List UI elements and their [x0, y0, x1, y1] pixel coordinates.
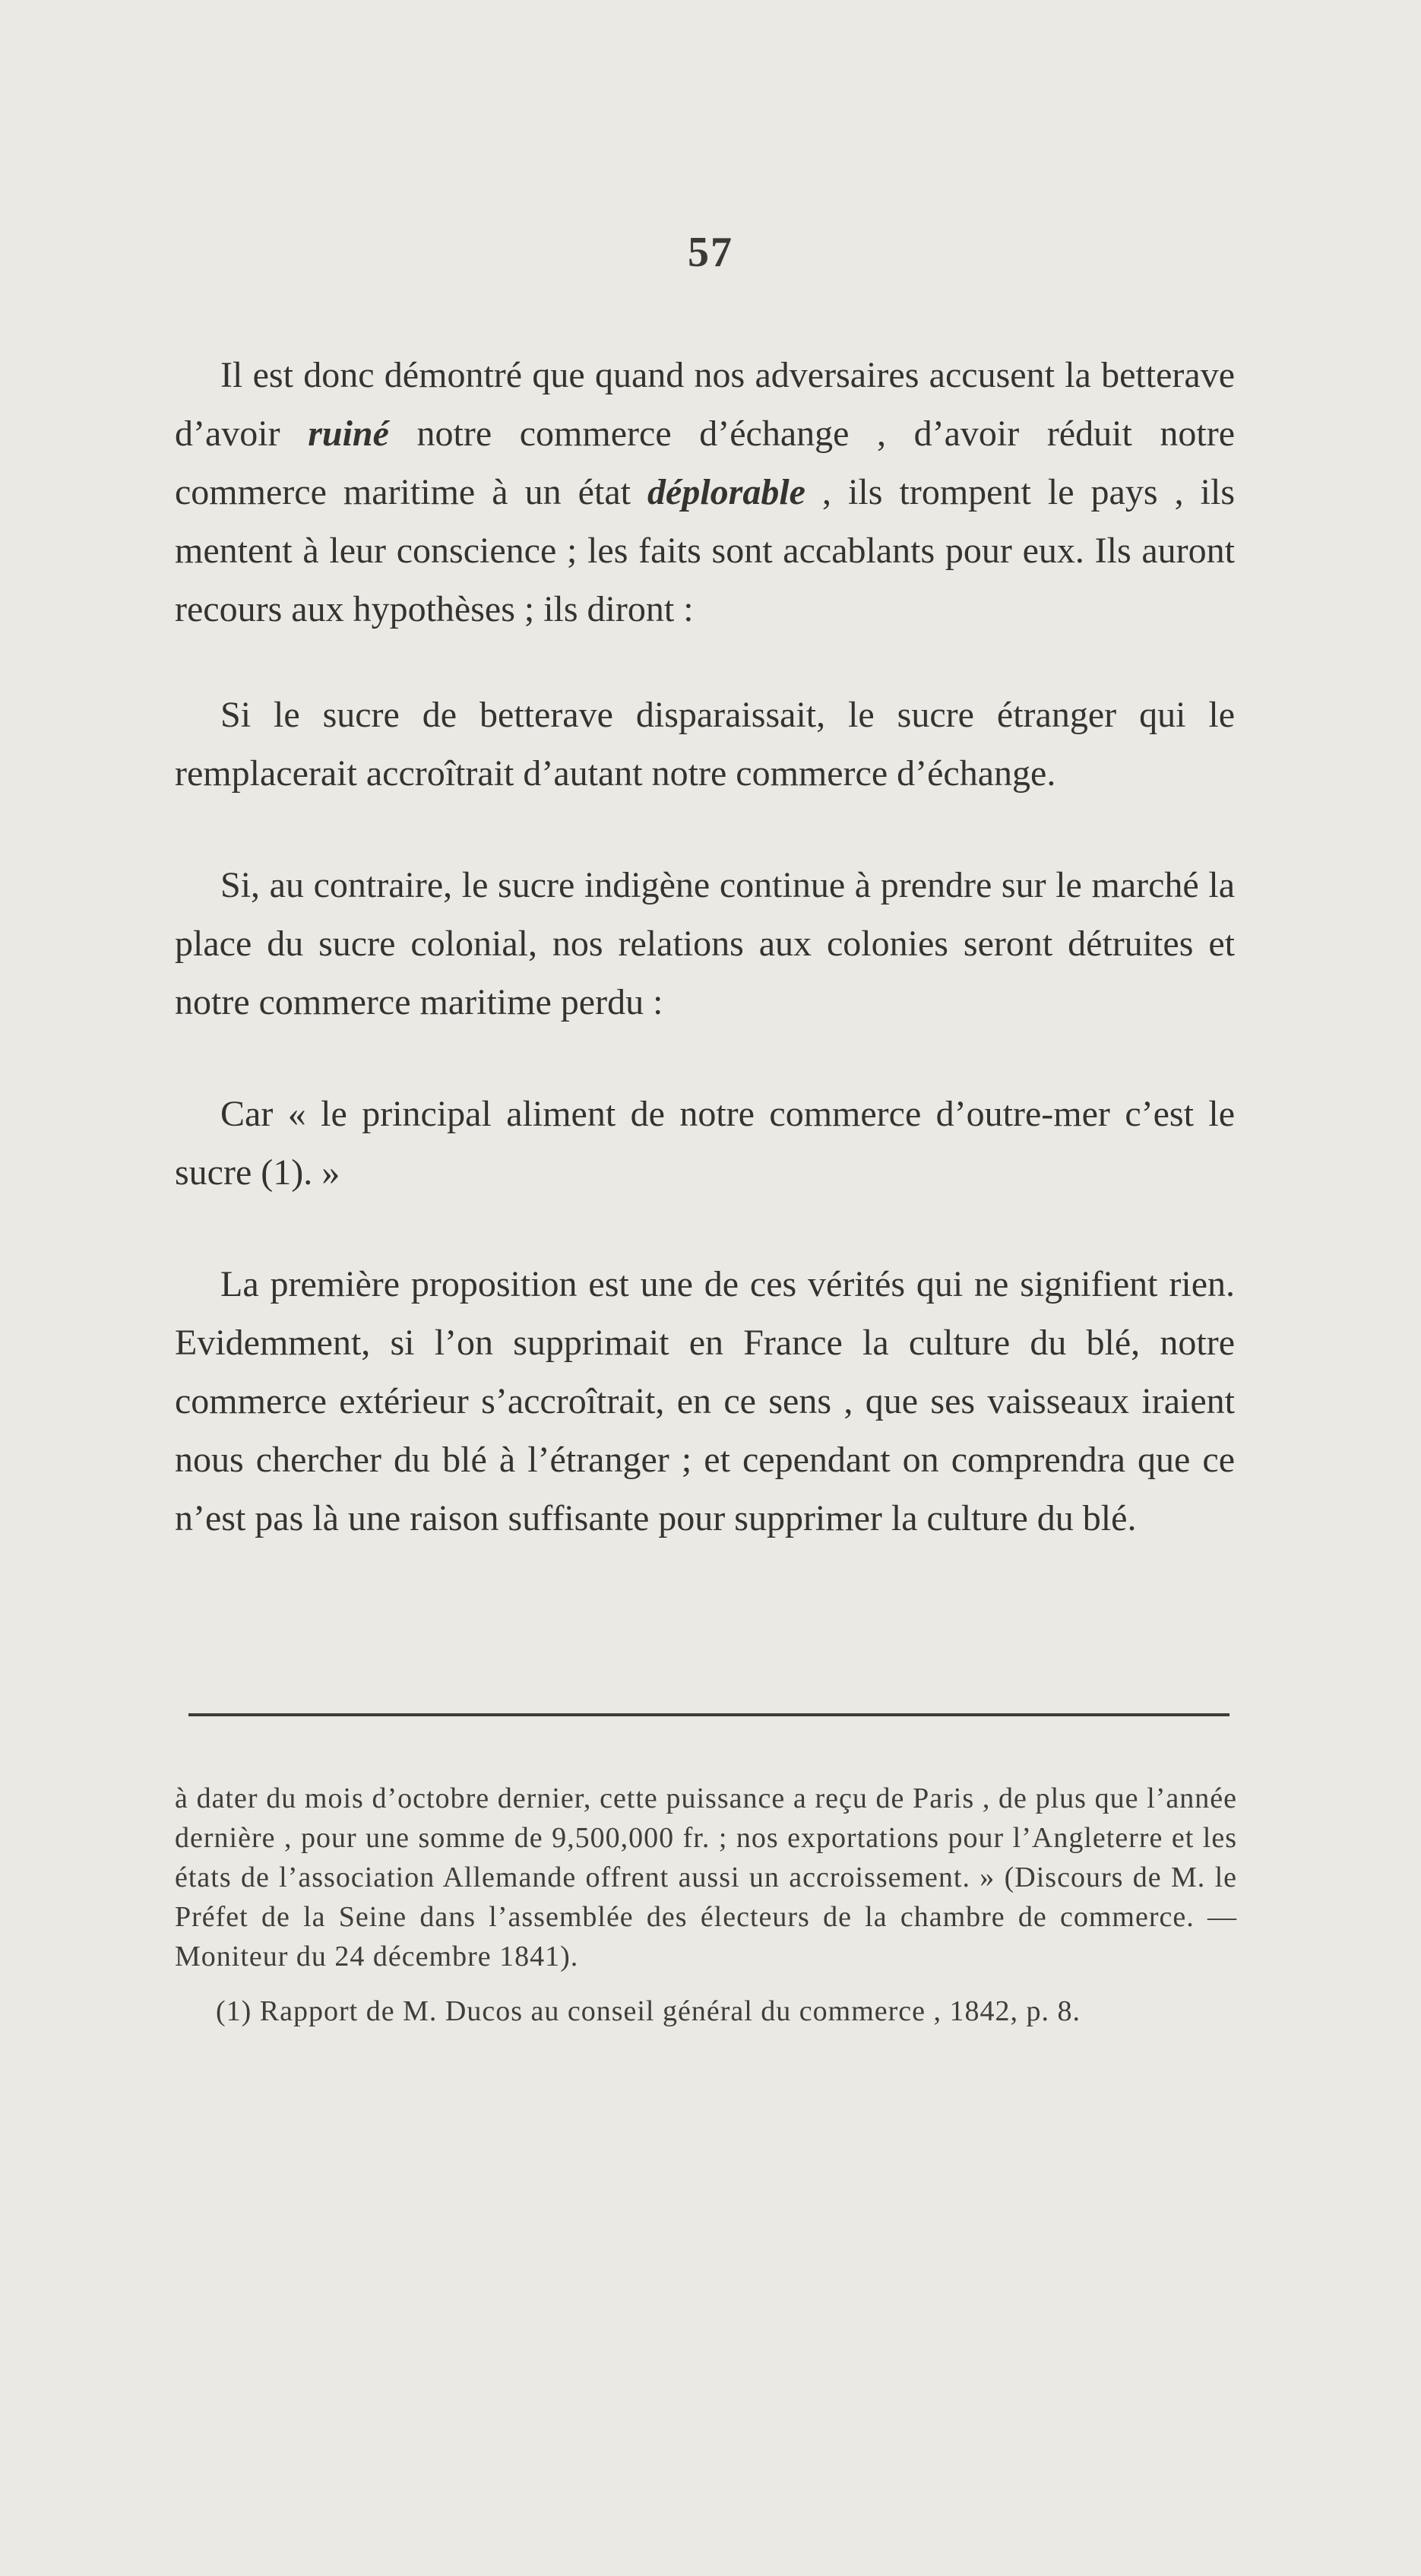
paragraph-1-part-e: , ils trompent le pays , ils mentent à leur conscience ; les faits sont accablants pour eux. Ils auront recours aux hypothèses ; ils diront :: [175, 472, 1236, 629]
footnote-1: (1) Rapport de M. Ducos au conseil général du commerce , 1842, p. 8.: [216, 1995, 1081, 2027]
paragraph-3: Si, au contraire, le sucre indigène continue à prendre sur le marché la place du sucre colonial, nos relations aux colonies seront détruites et notre commerce maritime perdu :: [175, 865, 1235, 1022]
footnote-divider: [188, 1713, 1230, 1716]
footnote-continuation: à dater du mois d’octobre dernier, cette puissance a reçu de Paris , de plus que l’année dernière , pour une somme de 9,500,000 fr. ; nos exportations pour l’Angleterre et les états de l’association Allemande offrent aussi un accroissement. » (Discours de M. le Préfet de la Seine dans l’assemblée des électeurs de la chambre de commerce. — Moniteur du 24 décembre 1841).: [175, 1782, 1237, 1972]
paragraph-1-part-a: Il est donc démontré que quand nos adversaires accusent la betterave d’avoir: [175, 355, 1235, 454]
page-number: 57: [688, 229, 733, 276]
paragraph-5: La première proposition est une de ces vérités qui ne signifient rien. Evidemment, si l’on supprimait en France la culture du blé, notre commerce extérieur s’accroîtrait, en ce sens , que ses vaisseaux iraient nous chercher du blé à l’étranger ; et cependant on comprendra que ce n’est pas là une raison suffisante pour supprimer la culture du blé.: [175, 1264, 1235, 1538]
paragraph-4: Car « le principal aliment de notre commerce d’outre-mer c’est le sucre (1). »: [175, 1094, 1235, 1193]
emphasis-ruine: ruiné: [308, 413, 389, 454]
footnotes: [175, 1779, 1237, 2046]
main-text: [175, 346, 1235, 1601]
paragraph-1-part-c: notre commerce d’échange , d’avoir réduit notre commerce maritime à un état: [175, 413, 1236, 512]
emphasis-deplorable: déplorable: [647, 472, 805, 512]
paragraph-2: Si le sucre de betterave disparaissait, le sucre étranger qui le remplacerait accroîtrait d’autant notre commerce d’échange.: [175, 695, 1235, 794]
paragraph-1: [175, 346, 1235, 638]
